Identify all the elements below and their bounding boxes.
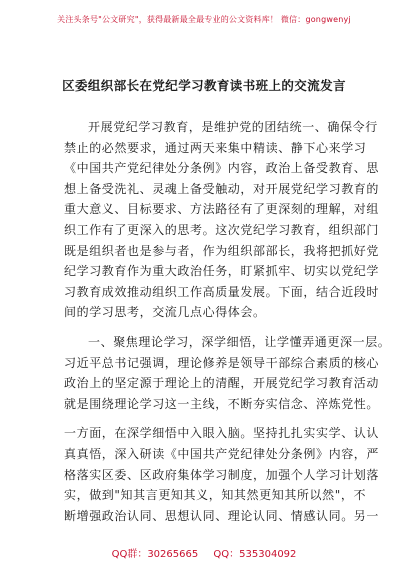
text-line: 实，做到"知其言更知其义，知其然更知其所以然"，不 [64,488,367,503]
watermark-footer [0,545,408,560]
text-line: 政治上的坚定源于理论上的清醒，开展党纪学习教育活动 [64,376,380,391]
text-line: 开展党纪学习教育，是维护党的团结统一、确保令行 [88,120,378,134]
text-line: 真真悟，深入研读《中国共产党纪律处分条例》内容，严 [64,446,380,461]
text-line: 想上备受洗礼、灵魂上备受触动，对开展党纪学习教育的 [64,181,380,196]
text-line: 习近平总书记强调，理论修养是领导干部综合素质的核心 [64,355,380,370]
text-line: 既是组织者也是参与者，作为组织部部长，我将把抓好党 [64,243,380,258]
text-line: 断增强政治认同、思想认同、理论认同、情感认同。另一 [64,508,380,523]
paragraph-section-one [64,332,391,414]
text-line: 就是围绕理论学习这一主线，不断夯实信念、淬炼党性。 [64,396,380,411]
qq-group-number: QQ群：30265665 [111,549,199,560]
text-line: 格落实区委、区政府集体学习制度，加强个人学习计划落 [64,467,380,482]
paragraph-intro [64,117,380,323]
text-line: 间的学习思考，交流几点心得体会。 [64,305,266,320]
paragraph-aspect-one [64,423,380,526]
document-title: 区委组织部长在党纪学习教育读书班上的交流发言 [62,78,346,93]
text-line: 织工作有了更深入的思考。这次党纪学习教育，组织部门 [64,222,380,237]
text-line: 一方面，在深学细悟中入眼入脑。坚持扎扎实实学、认认 [64,426,380,441]
text-line: 禁止的必然要求，通过两天来集中精读、静下心来学习 [64,140,367,155]
qq-number: QQ：535304092 [213,549,297,560]
text-line: 重大意义、目标要求、方法路径有了更深刻的理解，对组 [64,202,380,217]
section-heading: 一、聚焦理论学习，深学细悟，让学懂弄通更深一层。 [88,334,391,349]
text-line: 习教育成效推动组织工作高质量发展。下面，结合近段时 [64,284,380,299]
document-body [64,117,391,526]
text-line: 《中国共产党纪律处分条例》内容，政治上备受教育、思 [64,161,380,176]
watermark-header: 关注头条号"公文研究"，获得最新最全最专业的公文资料库！ 微信：gongwenyj [57,15,351,24]
text-line: 纪学习教育作为重大政治任务，盯紧抓牢、切实以党纪学 [64,264,380,279]
